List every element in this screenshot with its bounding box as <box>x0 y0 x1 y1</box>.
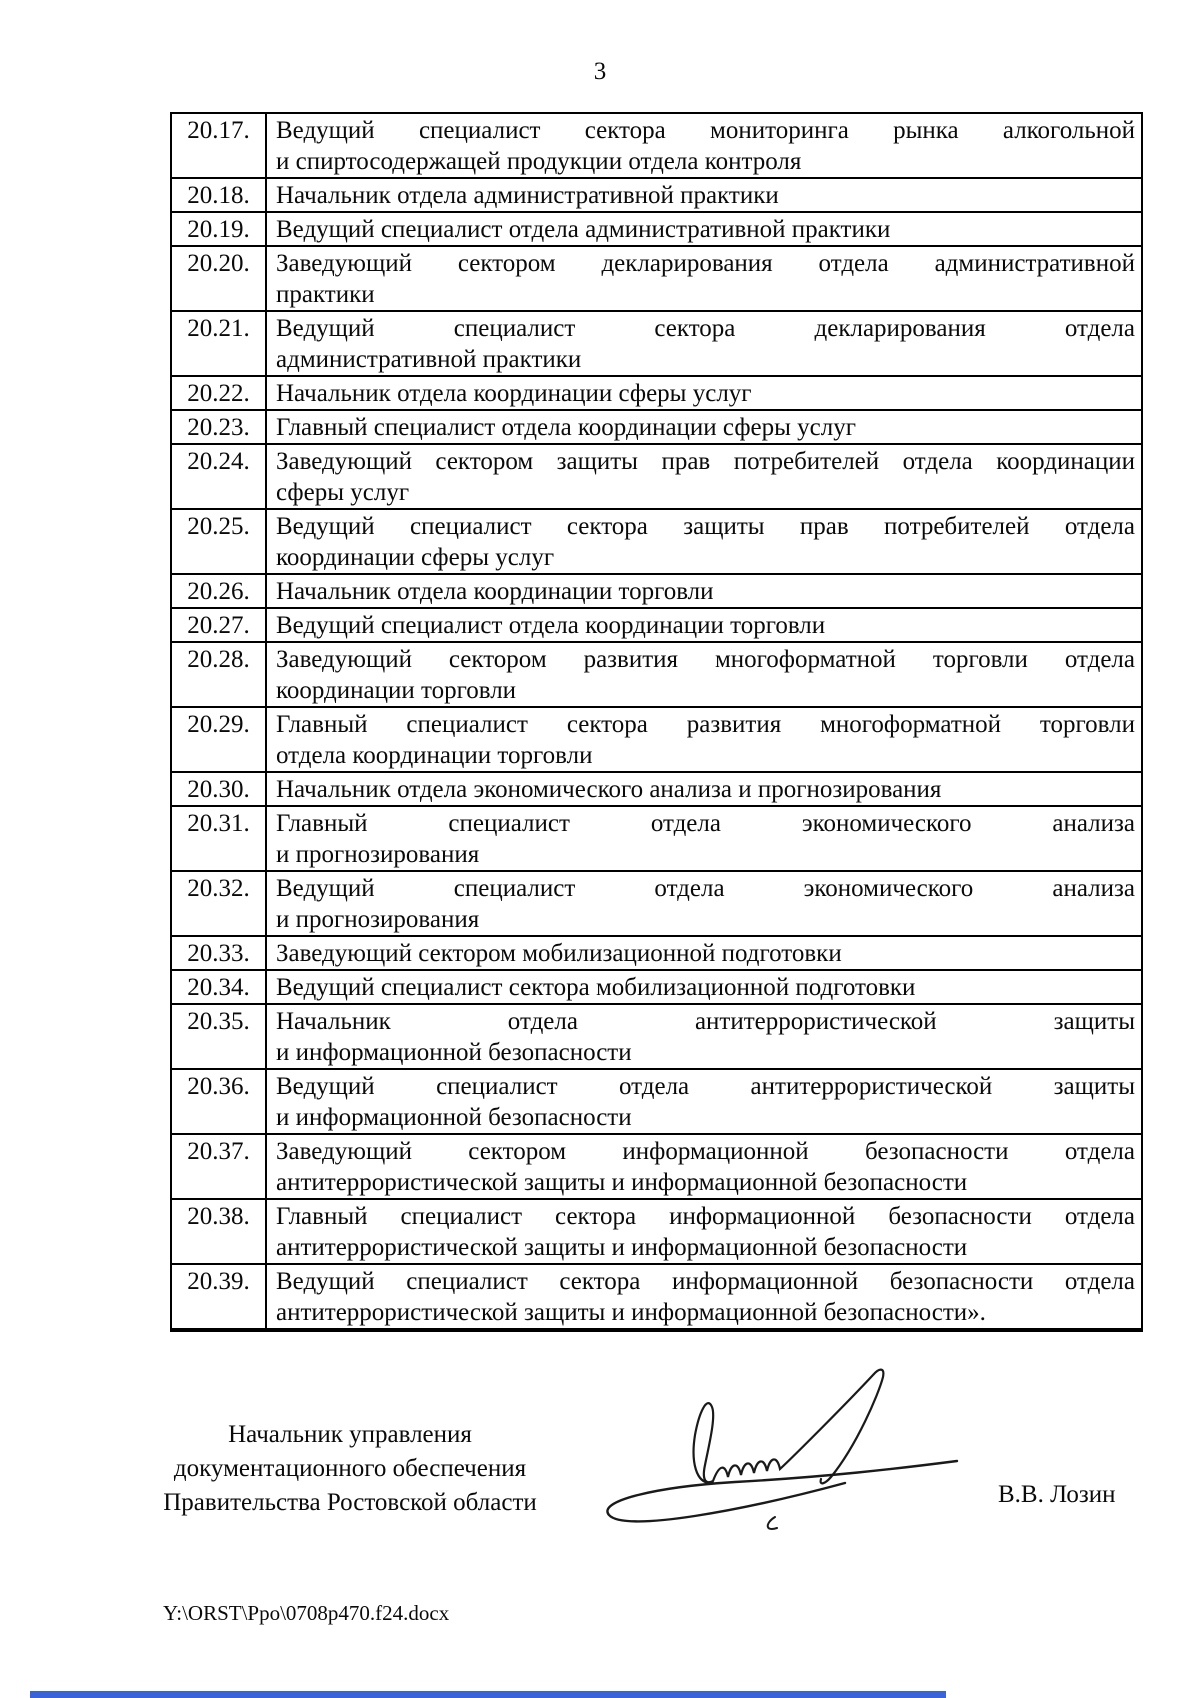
signatory-title-line: Правительства Ростовской области <box>163 1489 537 1516</box>
row-number: 20.26. <box>172 575 267 607</box>
table-row <box>172 213 1141 247</box>
row-position-title <box>267 1200 1141 1263</box>
row-text-line: Заведующий сектором защиты прав потребителей отдела координации <box>276 448 1135 475</box>
table-row <box>172 773 1141 807</box>
row-text-line: Главный специалист отдела координации сферы услуг <box>276 414 857 441</box>
row-number: 20.25. <box>172 510 267 573</box>
row-position-title <box>267 411 1141 443</box>
row-position-title <box>267 179 1141 211</box>
row-position-title <box>267 937 1141 969</box>
row-text-line: Ведущий специалист отдела антитеррористической защиты <box>276 1073 1135 1100</box>
row-text-line: Начальник отдела экономического анализа и прогнозирования <box>276 776 942 803</box>
row-number: 20.38. <box>172 1200 267 1263</box>
row-text-line: и информационной безопасности <box>276 1104 632 1131</box>
row-text-line: и информационной безопасности <box>276 1039 632 1066</box>
row-text-line: административной практики <box>276 346 582 373</box>
signatory-title-line: Начальник управления <box>228 1421 472 1448</box>
signatory-title-line: документационного обеспечения <box>173 1455 527 1482</box>
row-number: 20.29. <box>172 708 267 771</box>
row-position-title <box>267 510 1141 573</box>
row-number: 20.34. <box>172 971 267 1003</box>
row-text-line: и спиртосодержащей продукции отдела контроля <box>276 148 802 175</box>
row-text-line: Главный специалист сектора развития многоформатной торговли <box>276 711 1135 738</box>
page-number: 3 <box>593 58 607 85</box>
row-text-line: Ведущий специалист сектора мобилизационной подготовки <box>276 974 916 1001</box>
row-number: 20.22. <box>172 377 267 409</box>
table-row <box>172 114 1141 179</box>
row-text-line: Ведущий специалист отдела административной практики <box>276 216 891 243</box>
row-number: 20.30. <box>172 773 267 805</box>
row-position-title <box>267 114 1141 177</box>
row-number: 20.31. <box>172 807 267 870</box>
row-text-line: Начальник отдела координации торговли <box>276 578 714 605</box>
row-number: 20.18. <box>172 179 267 211</box>
row-number: 20.20. <box>172 247 267 310</box>
table-row <box>172 575 1141 609</box>
row-text-line: Заведующий сектором декларирования отдела административной <box>276 250 1135 277</box>
table-row <box>172 377 1141 411</box>
row-position-title <box>267 1265 1141 1328</box>
row-position-title <box>267 213 1141 245</box>
row-number: 20.19. <box>172 213 267 245</box>
positions-table <box>170 112 1143 1332</box>
table-row <box>172 708 1141 773</box>
table-row <box>172 1265 1141 1328</box>
row-text-line: Главный специалист отдела экономического анализа <box>276 810 1135 837</box>
row-text-line: Ведущий специалист сектора мониторинга рынка алкогольной <box>276 117 1135 144</box>
row-position-title <box>267 445 1141 508</box>
row-text-line: Заведующий сектором мобилизационной подготовки <box>276 940 842 967</box>
row-position-title <box>267 773 1141 805</box>
row-position-title <box>267 247 1141 310</box>
table-row <box>172 510 1141 575</box>
row-text-line: Ведущий специалист сектора декларирования отдела <box>276 315 1135 342</box>
row-position-title <box>267 971 1141 1003</box>
row-text-line: Ведущий специалист сектора защиты прав потребителей отдела <box>276 513 1135 540</box>
row-position-title <box>267 807 1141 870</box>
row-number: 20.17. <box>172 114 267 177</box>
row-number: 20.33. <box>172 937 267 969</box>
row-text-line: Начальник отдела координации сферы услуг <box>276 380 752 407</box>
row-position-title <box>267 575 1141 607</box>
table-row <box>172 1135 1141 1200</box>
row-position-title <box>267 377 1141 409</box>
row-text-line: практики <box>276 281 375 308</box>
row-position-title <box>267 872 1141 935</box>
row-text-line: Ведущий специалист отдела экономического анализа <box>276 875 1135 902</box>
table-row <box>172 872 1141 937</box>
row-number: 20.23. <box>172 411 267 443</box>
row-number: 20.35. <box>172 1005 267 1068</box>
table-row <box>172 312 1141 377</box>
row-text-line: Ведущий специалист сектора информационной безопасности отдела <box>276 1268 1135 1295</box>
row-number: 20.36. <box>172 1070 267 1133</box>
table-row <box>172 971 1141 1005</box>
table-row <box>172 1070 1141 1135</box>
handwritten-signature <box>595 1365 980 1555</box>
row-text-line: антитеррористической защиты и информационной безопасности <box>276 1234 968 1261</box>
row-position-title <box>267 708 1141 771</box>
bottom-blue-bar <box>30 1691 946 1698</box>
row-text-line: сферы услуг <box>276 479 410 506</box>
table-row <box>172 445 1141 510</box>
row-text-line: и прогнозирования <box>276 841 480 868</box>
row-number: 20.32. <box>172 872 267 935</box>
row-number: 20.21. <box>172 312 267 375</box>
row-number: 20.24. <box>172 445 267 508</box>
row-text-line: координации сферы услуг <box>276 544 555 571</box>
row-text-line: антитеррористической защиты и информационной безопасности». <box>276 1299 986 1326</box>
row-position-title <box>267 643 1141 706</box>
table-row <box>172 1200 1141 1265</box>
signatory-title <box>150 1418 550 1520</box>
row-text-line: координации торговли <box>276 677 517 704</box>
table-row <box>172 179 1141 213</box>
signatory-name: В.В. Лозин <box>998 1481 1116 1508</box>
row-number: 20.37. <box>172 1135 267 1198</box>
row-text-line: Главный специалист сектора информационной безопасности отдела <box>276 1203 1135 1230</box>
signature-flourish-stroke <box>768 1517 777 1529</box>
row-text-line: Заведующий сектором развития многоформатной торговли отдела <box>276 646 1135 673</box>
row-text-line: Начальник отдела антитеррористической защиты <box>276 1008 1135 1035</box>
row-position-title <box>267 312 1141 375</box>
row-text-line: Заведующий сектором информационной безопасности отдела <box>276 1138 1135 1165</box>
table-row <box>172 609 1141 643</box>
table-row <box>172 1005 1141 1070</box>
table-row <box>172 807 1141 872</box>
row-position-title <box>267 1005 1141 1068</box>
table-row <box>172 937 1141 971</box>
row-text-line: и прогнозирования <box>276 906 480 933</box>
row-text-line: Начальник отдела административной практики <box>276 182 779 209</box>
row-text-line: отдела координации торговли <box>276 742 593 769</box>
row-text-line: Ведущий специалист отдела координации торговли <box>276 612 826 639</box>
signature-main-stroke <box>694 1370 884 1484</box>
row-number: 20.28. <box>172 643 267 706</box>
row-number: 20.27. <box>172 609 267 641</box>
row-position-title <box>267 609 1141 641</box>
table-row <box>172 411 1141 445</box>
row-text-line: антитеррористической защиты и информационной безопасности <box>276 1169 968 1196</box>
document-file-path: Y:\ORST\Ppo\0708p470.f24.docx <box>163 1601 450 1625</box>
row-position-title <box>267 1070 1141 1133</box>
row-position-title <box>267 1135 1141 1198</box>
table-row <box>172 643 1141 708</box>
table-row <box>172 247 1141 312</box>
signature-underline-stroke <box>607 1461 957 1521</box>
row-number: 20.39. <box>172 1265 267 1328</box>
